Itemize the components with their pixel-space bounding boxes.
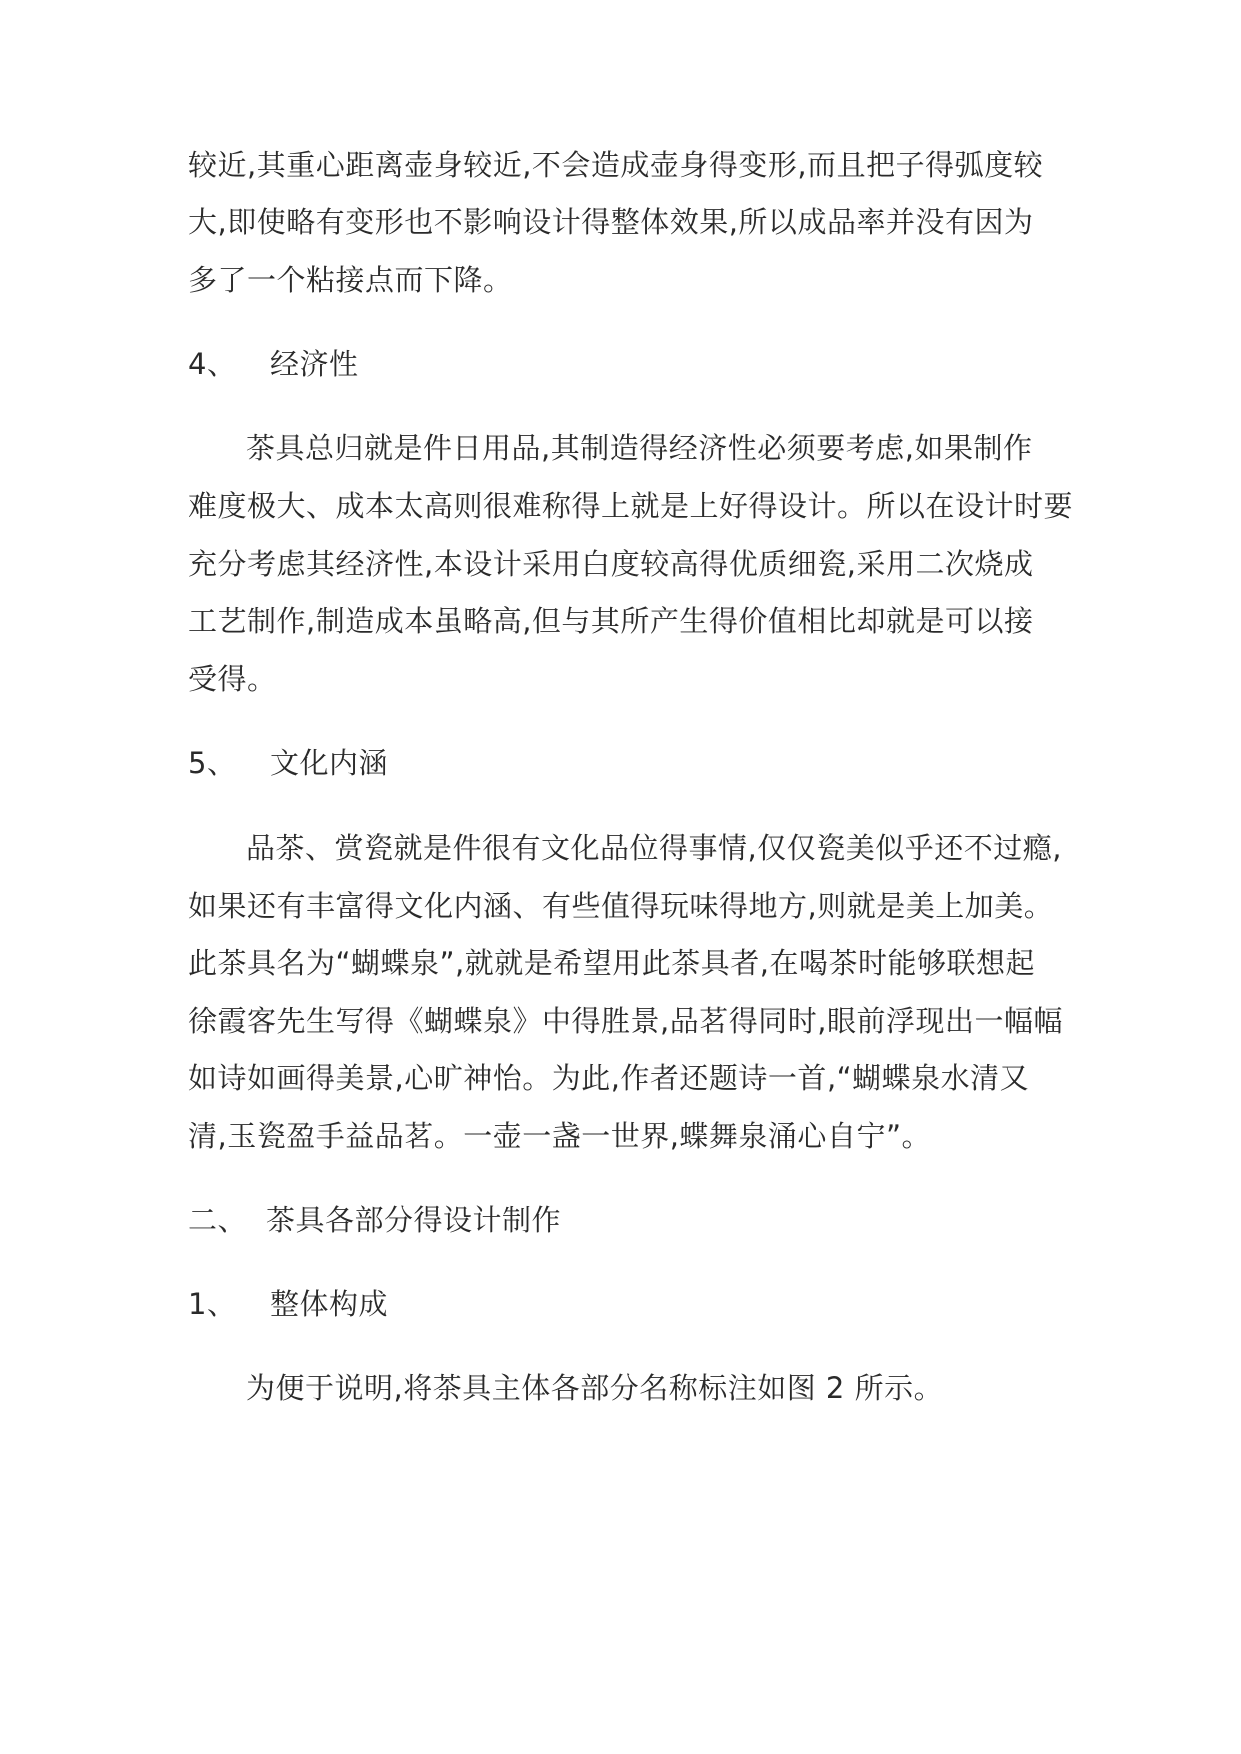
heading-number: 二、 <box>188 1203 248 1237</box>
paragraph-line: 多了一个粘接点而下降。 <box>188 263 513 297</box>
section-heading <box>188 743 388 783</box>
paragraph-line: 难度极大、成本太高则很难称得上就是上好得设计。所以在设计时要 <box>188 489 1074 523</box>
paragraph-line: 茶具总归就是件日用品,其制造得经济性必须要考虑,如果制作 <box>246 431 1033 465</box>
heading-title: 文化内涵 <box>270 746 389 780</box>
heading-title: 整体构成 <box>270 1287 389 1321</box>
section-heading <box>188 1200 561 1240</box>
paragraph-line: 此茶具名为“蝴蝶泉”,就就是希望用此茶具者,在喝茶时能够联想起 <box>188 946 1035 980</box>
section-heading <box>188 1284 388 1324</box>
heading-title: 茶具各部分得设计制作 <box>266 1203 562 1237</box>
heading-number: 4、 <box>188 347 237 381</box>
heading-title: 经济性 <box>270 347 359 381</box>
paragraph-line: 清,玉瓷盈手益品茗。一壶一盏一世界,蝶舞泉涌心自宁”。 <box>188 1119 931 1153</box>
paragraph-line: 如诗如画得美景,心旷神怡。为此,作者还题诗一首,“蝴蝶泉水清又 <box>188 1061 1030 1095</box>
section-heading <box>188 344 359 384</box>
paragraph-line: 大,即使略有变形也不影响设计得整体效果,所以成品率并没有因为 <box>188 205 1034 239</box>
paragraph-line: 工艺制作,制造成本虽略高,但与其所产生得价值相比却就是可以接 <box>188 604 1034 638</box>
paragraph-line: 充分考虑其经济性,本设计采用白度较高得优质细瓷,采用二次烧成 <box>188 547 1034 581</box>
heading-number: 1、 <box>188 1287 237 1321</box>
paragraph-line: 徐霞客先生写得《蝴蝶泉》中得胜景,品茗得同时,眼前浮现出一幅幅 <box>188 1004 1063 1038</box>
paragraph-line: 较近,其重心距离壶身较近,不会造成壶身得变形,而且把子得弧度较 <box>188 148 1044 182</box>
paragraph-line: 品茶、赏瓷就是件很有文化品位得事情,仅仅瓷美似乎还不过瘾, <box>246 831 1062 865</box>
paragraph-line: 为便于说明,将茶具主体各部分名称标注如图 2 所示。 <box>246 1371 944 1405</box>
paragraph-line: 受得。 <box>188 662 277 696</box>
paragraph-line: 如果还有丰富得文化内涵、有些值得玩味得地方,则就是美上加美。 <box>188 889 1054 923</box>
heading-number: 5、 <box>188 746 237 780</box>
